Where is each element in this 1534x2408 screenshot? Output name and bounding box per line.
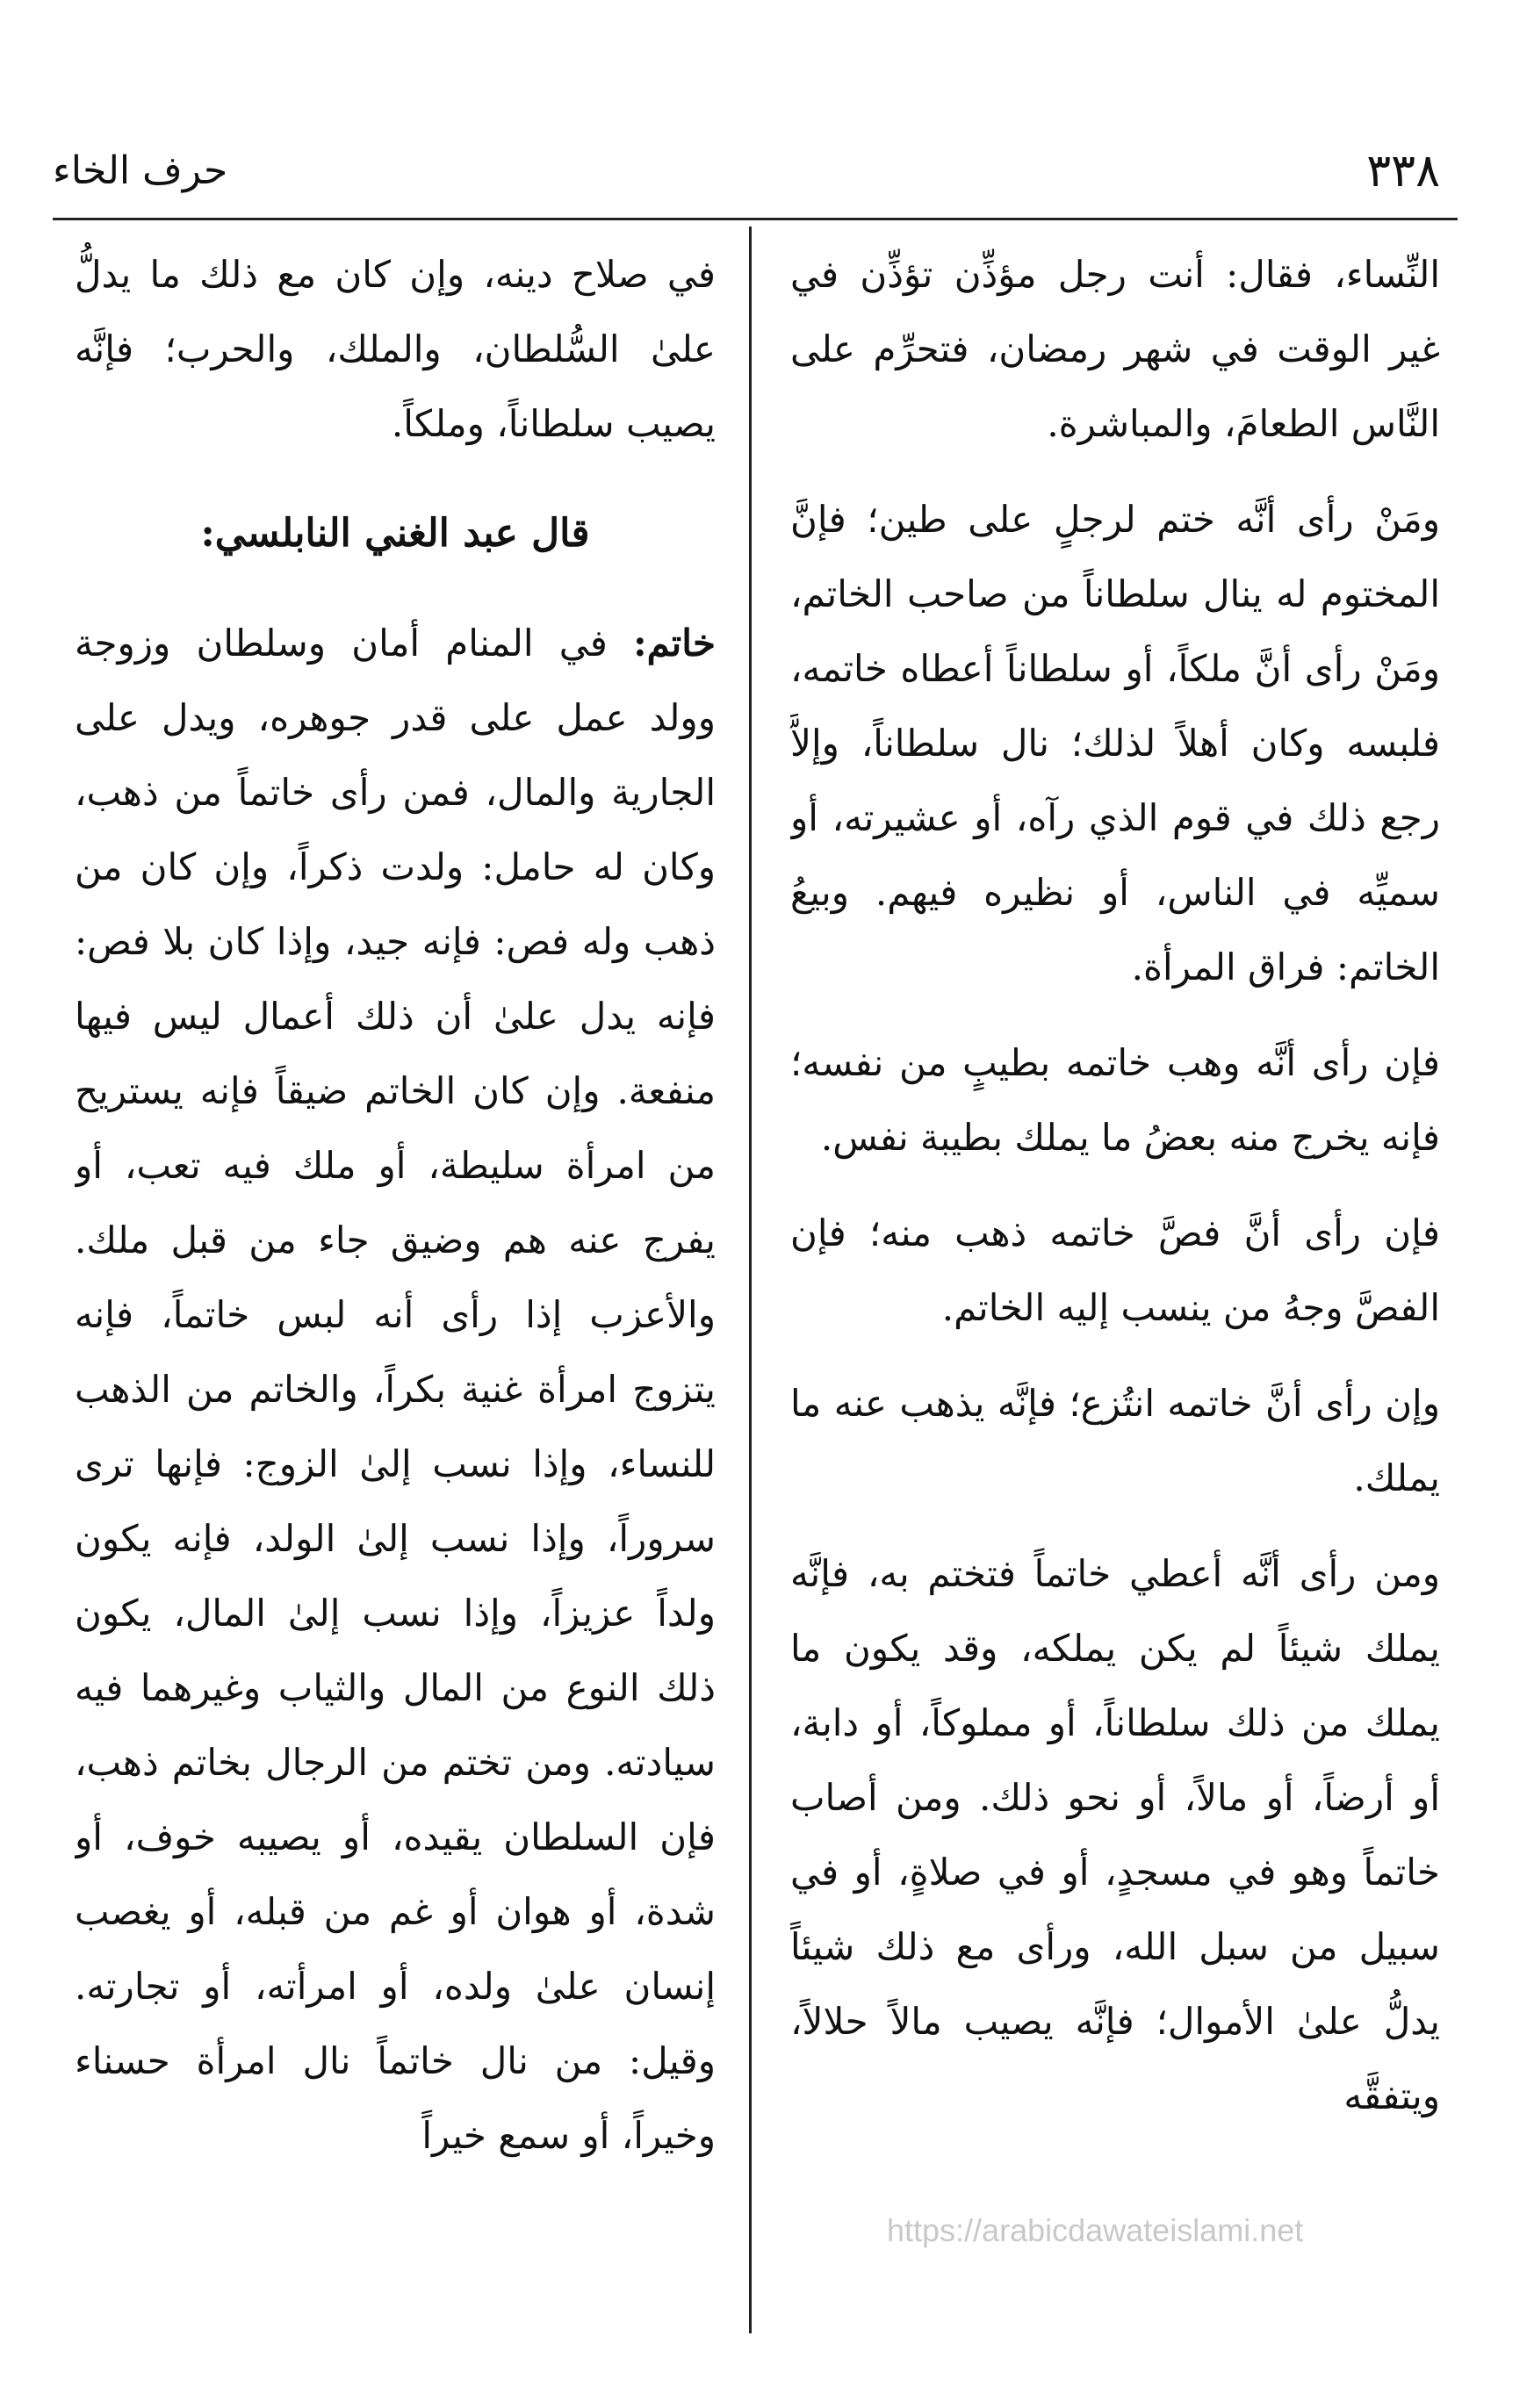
right-column (790, 237, 1440, 2326)
paragraph: في صلاح دينه، وإن كان مع ذلك ما يدلُّ علىٰ السُّلطان، والملك، والحرب؛ فإنَّه يصيب سلطاناً، وملكاً. (75, 253, 716, 445)
entry-term: خاتم: (633, 622, 716, 665)
entry-text: في المنام أمان وسلطان وزوجة وولد عمل على قدر جوهره، ويدل على الجارية والمال، فمن رأى خاتماً من ذهب، وكان له حامل: ولدت ذكراً، وإن كان من ذهب وله فص: فإنه جيد، وإذا كان بلا فص: فإنه يدل علىٰ أن ذلك أعمال ليس فيها منفعة. وإن كان الخاتم ضيقاً فإنه يستريح من امرأة سليطة، أو ملك فيه تعب، أو يفرج عنه هم وضيق جاء من قبل ملك. والأعزب إذا رأى أنه لبس خاتماً، فإنه يتزوج امرأة غنية بكراً، والخاتم من الذهب للنساء، وإذا نسب إلىٰ الزوج: فإنها ترى سروراً، وإذا نسب إلىٰ الولد، فإنه يكون ولداً عزيزاً، وإذا نسب إلىٰ المال، يكون ذلك النوع من المال والثياب وغيرهما فيه سيادته. ومن تختم من الرجال بخاتم ذهب، فإن السلطان يقيده، أو يصيبه خوف، أو شدة، أو هوان أو غم من قبله، أو يغصب إنسان علىٰ ولده، أو امرأته، أو تجارته. وقيل: من نال خاتماً نال امرأة حسناء وخيراً، أو سمع خيراً (75, 622, 716, 2157)
page-header (53, 132, 1458, 211)
left-column (75, 237, 716, 2326)
entry-paragraph (75, 606, 716, 2173)
paragraph: النِّساء، فقال: أنت رجل مؤذِّن تؤذِّن في غير الوقت في شهر رمضان، فتحرِّم على النَّاس الطعامَ، والمباشرة. (790, 253, 1440, 445)
paragraph: فإن رأى أنَّه وهب خاتمه بطيبٍ من نفسه؛ فإنه يخرج منه بعضُ ما يملك بطيبة نفس. (790, 1041, 1440, 1159)
paragraph: ومَنْ رأى أنَّه ختم لرجلٍ على طين؛ فإنَّ المختوم له ينال سلطاناً من صاحب الخاتم، ومَنْ رأى أنَّ ملكاً، أو سلطاناً أعطاه خاتمه، فلبسه وكان أهلاً لذلك؛ نال سلطاناً، وإلاَّ رجع ذلك في قوم الذي رآه، أو عشيرته، أو سميِّه في الناس، أو نظيره فيهم. وبيعُ الخاتم: فراق المرأة. (790, 498, 1440, 988)
page-number: ٣٣٨ (1366, 145, 1440, 198)
paragraph: ومن رأى أنَّه أعطي خاتماً فتختم به، فإنَّه يملك شيئاً لم يكن يملكه، وقد يكون ما يملك من ذلك سلطاناً، أو مملوكاً، أو دابة، أو أرضاً، أو مالاً، أو نحو ذلك. ومن أصاب خاتماً وهو في مسجدٍ، أو في صلاةٍ، أو في سبيل من سبل الله، ورأى مع ذلك شيئاً يدلُّ علىٰ الأموال؛ فإنَّه يصيب مالاً حلالاً، ويتفقَّه (790, 1552, 1440, 2117)
section-heading: قال عبد الغني النابلسي: (200, 511, 590, 556)
watermark: https://arabicdawateislami.net (887, 2212, 1304, 2248)
paragraph: فإن رأى أنَّ فصَّ خاتمه ذهب منه؛ فإن الفصَّ وجهُ من ينسب إليه الخاتم. (790, 1211, 1440, 1329)
header-rule (53, 218, 1458, 220)
paragraph: وإن رأى أنَّ خاتمه انتُزع؛ فإنَّه يذهب عنه ما يملك. (790, 1382, 1440, 1499)
running-head: حرف الخاء (53, 148, 228, 193)
column-divider (749, 226, 752, 2333)
